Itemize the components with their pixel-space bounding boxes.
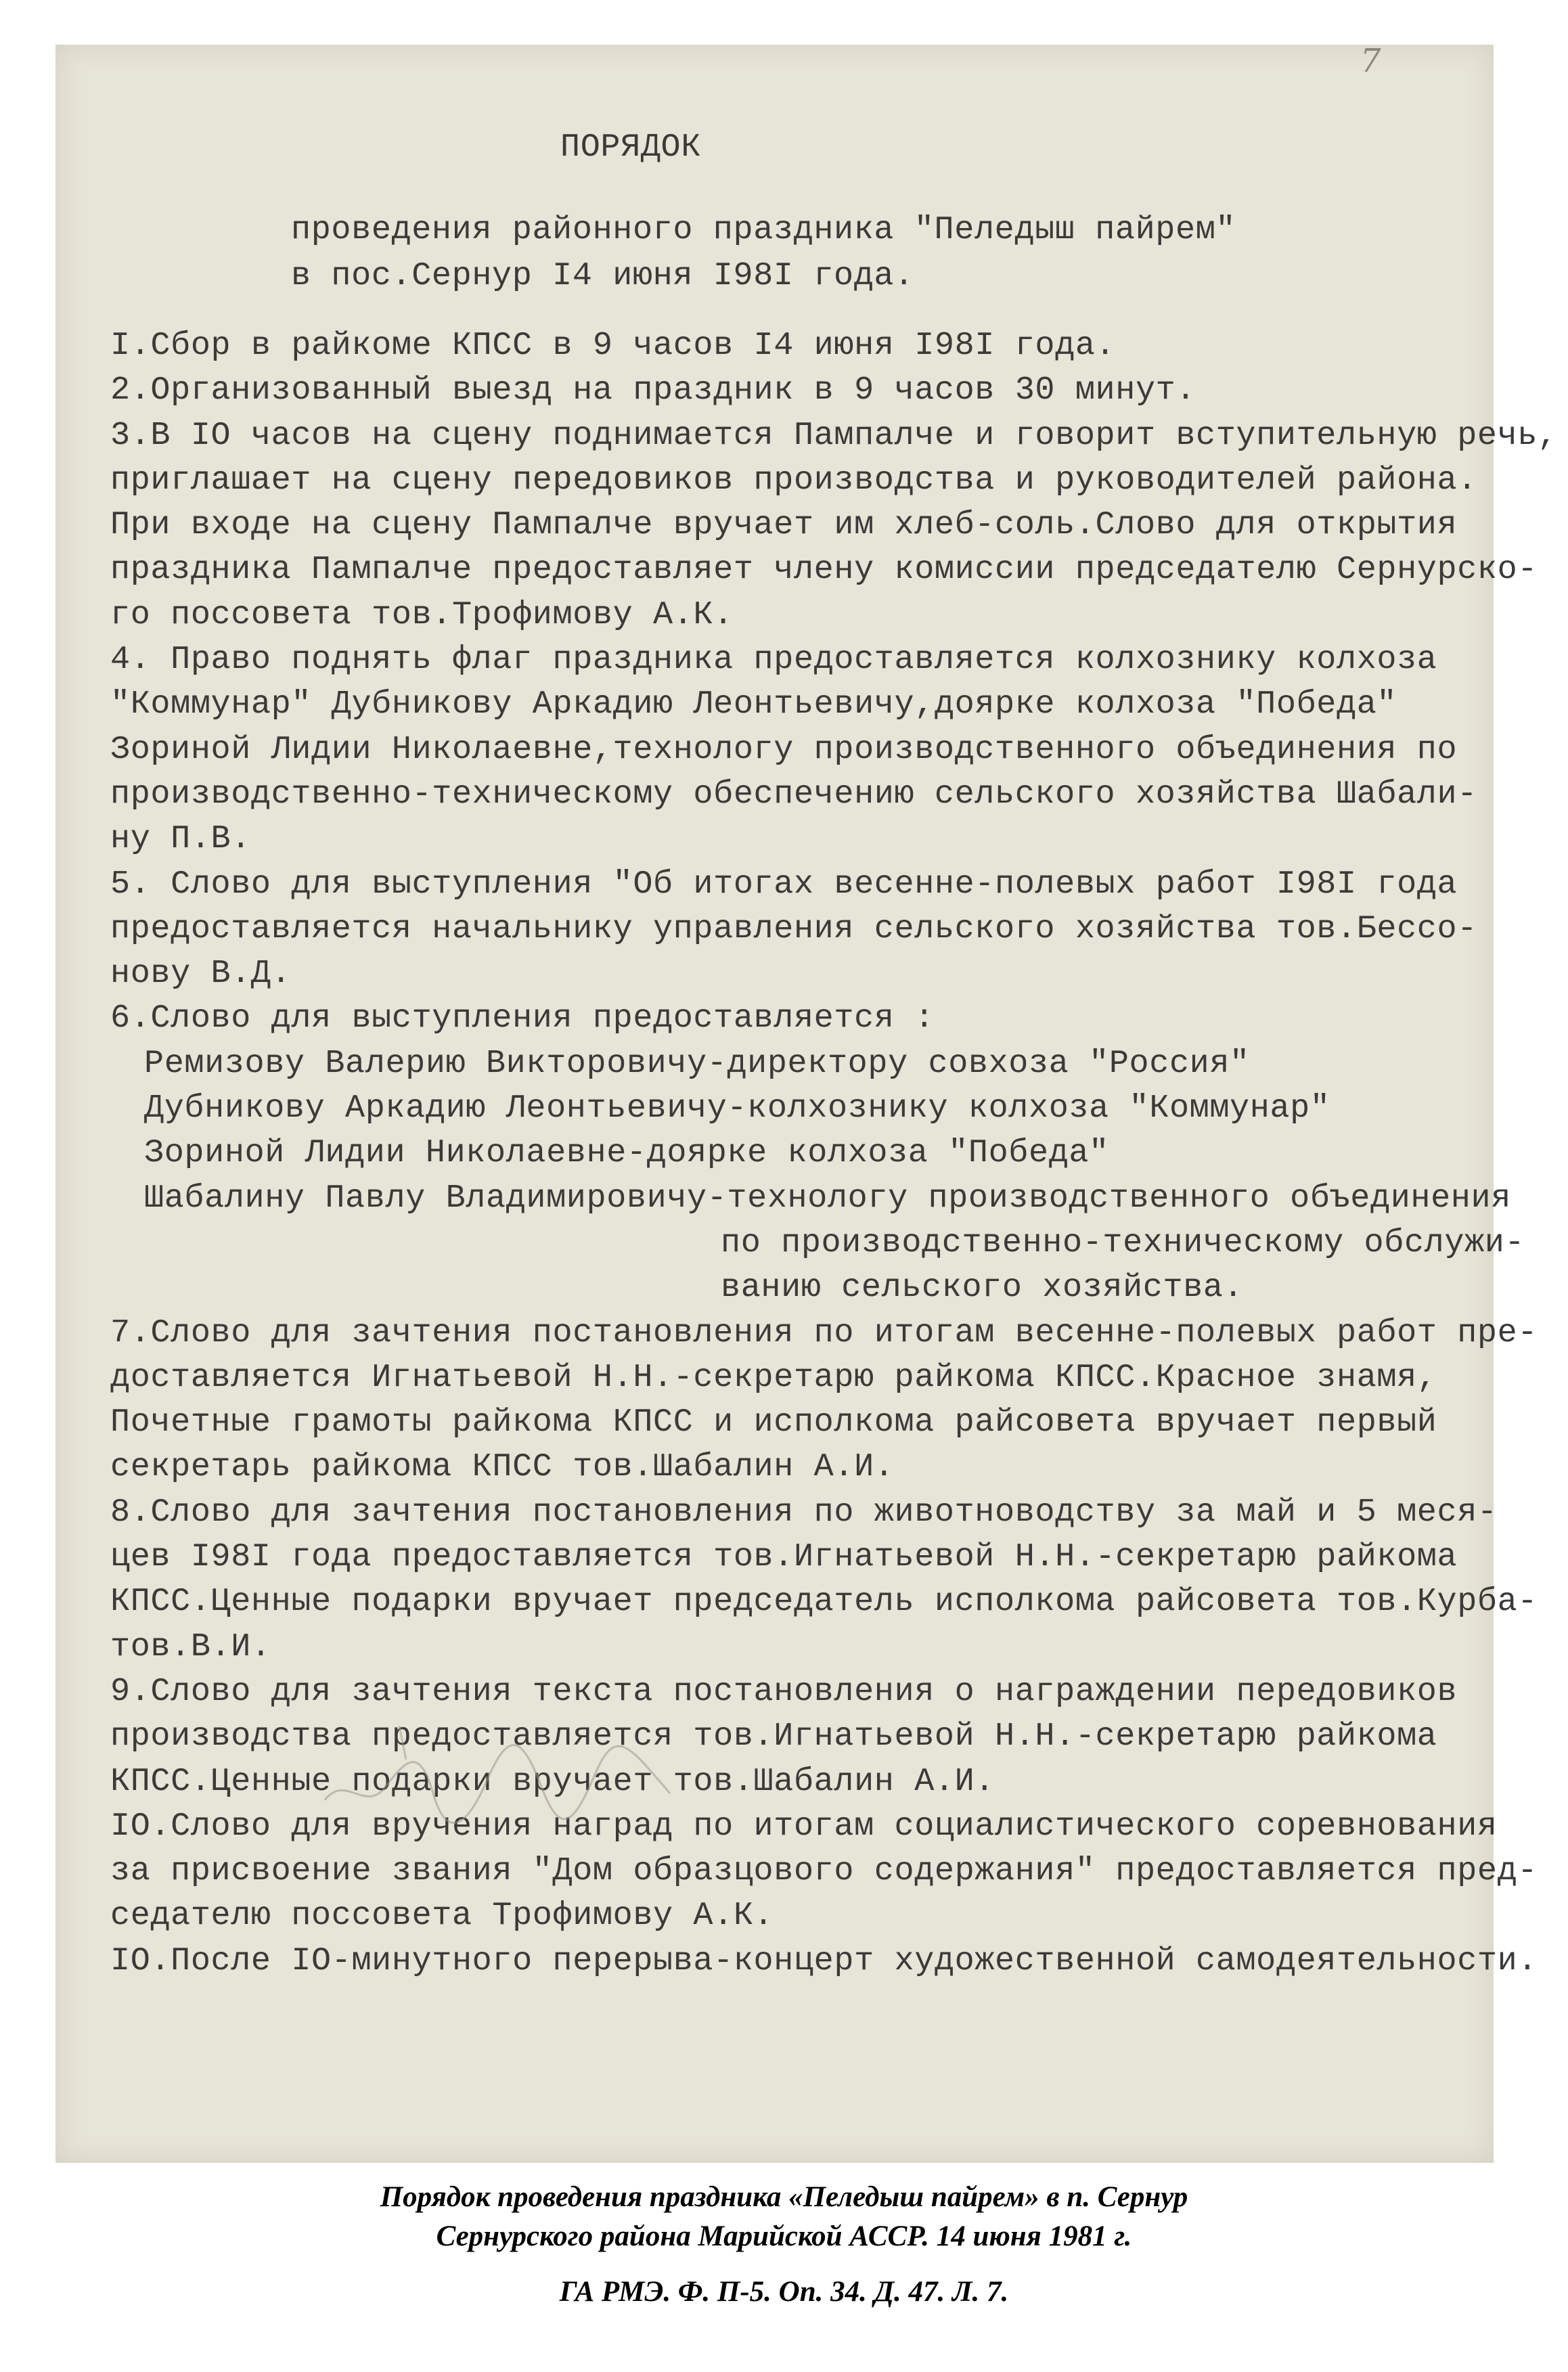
body-line: 3.В IO часов на сцену поднимается Пампалче и говорит вступительную речь, (110, 416, 1558, 454)
body-line: предоставляется начальнику управления сельского хозяйства тов.Бессо- (110, 910, 1477, 947)
body-line: за присвоение звания "Дом образцового содержания" предоставляется пред- (110, 1852, 1538, 1890)
body-line: I.Сбор в райкоме КПСС в 9 часов I4 июня I98I года. (110, 327, 1116, 364)
body-line: Зориной Лидии Николаевне,технологу производственного объединения по (110, 730, 1458, 768)
body-line: КПСС.Ценные подарки вручает тов.Шабалин А.И. (110, 1762, 995, 1800)
body-line: ну П.В. (110, 820, 251, 858)
speaker-line-continuation: по производственно-техническому обслужи- (721, 1224, 1525, 1261)
body-line: При входе на сцену Пампалче вручает им хлеб-соль.Слово для открытия (110, 506, 1458, 544)
body-line: 2.Организованный выезд на праздник в 9 часов 30 минут. (110, 372, 1196, 409)
document-subtitle-line-2: в пос.Сернур I4 июня I98I года. (291, 257, 914, 294)
body-line: IO.После IO-минутного перерыва-концерт художественной самодеятельности. (110, 1942, 1538, 1979)
body-line: 8.Слово для зачтения постановления по животноводству за май и 5 меся- (110, 1493, 1498, 1531)
body-line: 7.Слово для зачтения постановления по итогам весенне-полевых работ пре- (110, 1314, 1538, 1351)
caption-title-line-1: Порядок проведения праздника «Пеледыш пайрем» в п. Сернур (380, 2181, 1188, 2213)
archive-reference: ГА РМЭ. Ф. П-5. Оп. 34. Д. 47. Л. 7. (559, 2276, 1009, 2308)
speaker-line: Шабалину Павлу Владимировичу-технологу производственного объединения (144, 1179, 1511, 1217)
body-line: приглашает на сцену передовиков производства и руководителей района. (110, 461, 1477, 499)
body-line: тов.В.И. (110, 1628, 271, 1665)
body-line: производственно-техническому обеспечению сельского хозяйства Шабали- (110, 775, 1477, 813)
body-line: секретарь райкома КПСС тов.Шабалин А.И. (110, 1448, 895, 1486)
handwritten-scribble (318, 1705, 697, 1841)
body-line: цев I98I года предоставляется тов.Игнатьевой Н.Н.-секретарю райкома (110, 1538, 1458, 1576)
body-line: 5. Слово для выступления "Об итогах весенне-полевых работ I98I года (110, 865, 1458, 903)
body-line: КПСС.Ценные подарки вручает председатель исполкома райсовета тов.Курба- (110, 1583, 1538, 1621)
speaker-line: Зориной Лидии Николаевне-доярке колхоза "Победа" (144, 1134, 1109, 1172)
body-line: го поссовета тов.Трофимову А.К. (110, 596, 734, 633)
speaker-line: Ремизову Валерию Викторовичу-директору совхоза "Россия" (144, 1044, 1250, 1082)
body-line: производства предоставляется тов.Игнатьевой Н.Н.-секретарю райкома (110, 1718, 1437, 1755)
document-title: ПОРЯДОК (560, 129, 701, 166)
document-subtitle-line-1: проведения районного праздника "Пеледыш пайрем" (291, 211, 1236, 248)
body-line: седателю поссовета Трофимову А.К. (110, 1897, 774, 1935)
body-line: доставляется Игнатьевой Н.Н.-секретарю райкома КПСС.Красное знамя, (110, 1358, 1437, 1396)
body-line: 4. Право поднять флаг праздника предоставляется колхознику колхоза (110, 641, 1437, 679)
body-line: IO.Слово для вручения наград по итогам социалистического соревнования (110, 1807, 1498, 1845)
caption-title-line-2: Сернурского района Марийской АССР. 14 июня 1981 г. (436, 2220, 1132, 2252)
body-line: нову В.Д. (110, 955, 292, 993)
body-line: 9.Слово для зачтения текста постановления о награждении передовиков (110, 1672, 1458, 1710)
body-line: "Коммунар" Дубникову Аркадию Леонтьевичу,доярке колхоза "Победа" (110, 686, 1397, 723)
speaker-line-continuation: ванию сельского хозяйства. (721, 1269, 1244, 1307)
body-line: 6.Слово для выступления предоставляется : (110, 1000, 935, 1037)
page-number: 7 (1360, 42, 1381, 80)
speaker-line: Дубникову Аркадию Леонтьевичу-колхознику колхоза "Коммунар" (144, 1090, 1330, 1127)
body-line: праздника Пампалче предоставляет члену комиссии председателю Сернурско- (110, 551, 1538, 589)
body-line: Почетные грамоты райкома КПСС и исполкома райсовета вручает первый (110, 1404, 1437, 1441)
